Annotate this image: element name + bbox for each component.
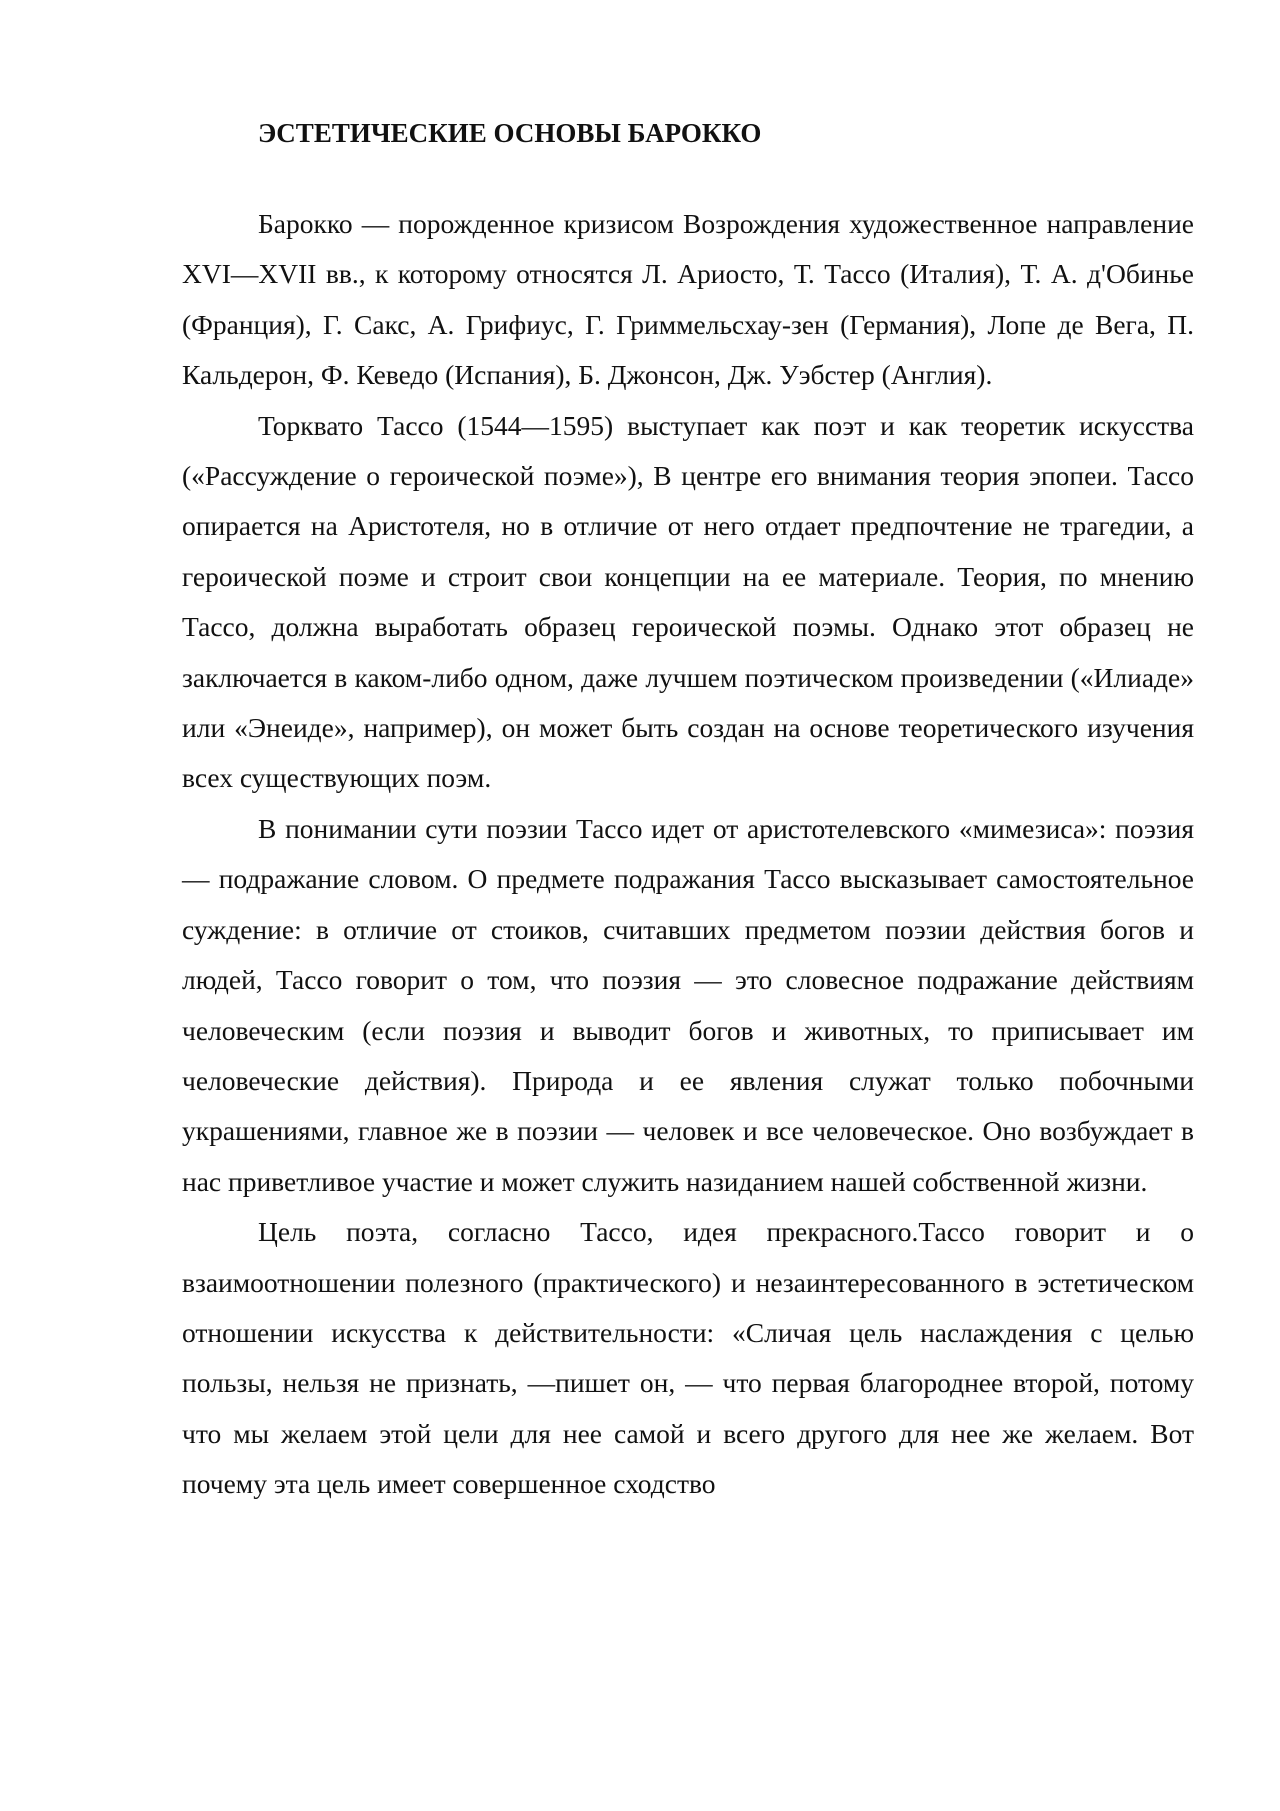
paragraph-baroque-definition: Барокко — порожденное кризисом Возрождения художественное направление XVI—XVII вв., к которому относятся Л. Ариосто, Т. Тассо (Италия), Т. А. д'Обинье (Франция), Г. Сакс, А. Грифиус, Г. Гриммельсхау-зен (Германия), Лопе де Вега, П. Кальдерон, Ф. Кеведо (Испания), Б. Джонсон, Дж. Уэбстер (Англия). <box>182 208 1194 391</box>
paragraph-poet-goal: Цель поэта, согласно Тассо, идея прекрасного.Тассо говорит и о взаимоотношении полезного (практического) и незаинтересованного в эстетическом отношении искусства к действительности: «Сличая цель наслаждения с целью пользы, нельзя не признать, —пишет он, — что первая благороднее второй, потому что мы желаем этой цели для нее самой и всего другого для нее же желаем. Вот почему эта цель имеет совершенное сходство <box>182 1216 1194 1500</box>
document-body <box>182 199 1194 1510</box>
paragraph-tasso-theory: Торквато Тассо (1544—1595) выступает как поэт и как теоретик искусства («Рассуждение о героической поэме»), В центре его внимания теория эпопеи. Тассо опирается на Аристотеля, но в отличие от него отдает предпочтение не трагедии, а героической поэме и строит свои концепции на ее материале. Теория, по мнению Тассо, должна выработать образец героической поэмы. Однако этот образец не заключается в каком-либо одном, даже лучшем поэтическом произведении («Илиаде» или «Энеиде», например), он может быть создан на основе теоретического изучения всех существующих поэм. <box>182 409 1194 794</box>
document-title: ЭСТЕТИЧЕСКИЕ ОСНОВЫ БАРОККО <box>258 118 762 148</box>
paragraph-mimesis: В понимании сути поэзии Тассо идет от аристотелевского «мимезиса»: поэзия — подражание словом. О предмете подражания Тассо высказывает самостоятельное суждение: в отличие от стоиков, считавших предметом поэзии действия богов и людей, Тассо говорит о том, что поэзия — это словесное подражание действиям человеческим (если поэзия и выводит богов и животных, то приписывает им человеческие действия). Природа и ее явления служат только побочными украшениями, главное же в поэзии — человек и все человеческое. Оно возбуждает в нас приветливое участие и может служить назиданием нашей собственной жизни. <box>182 812 1194 1197</box>
